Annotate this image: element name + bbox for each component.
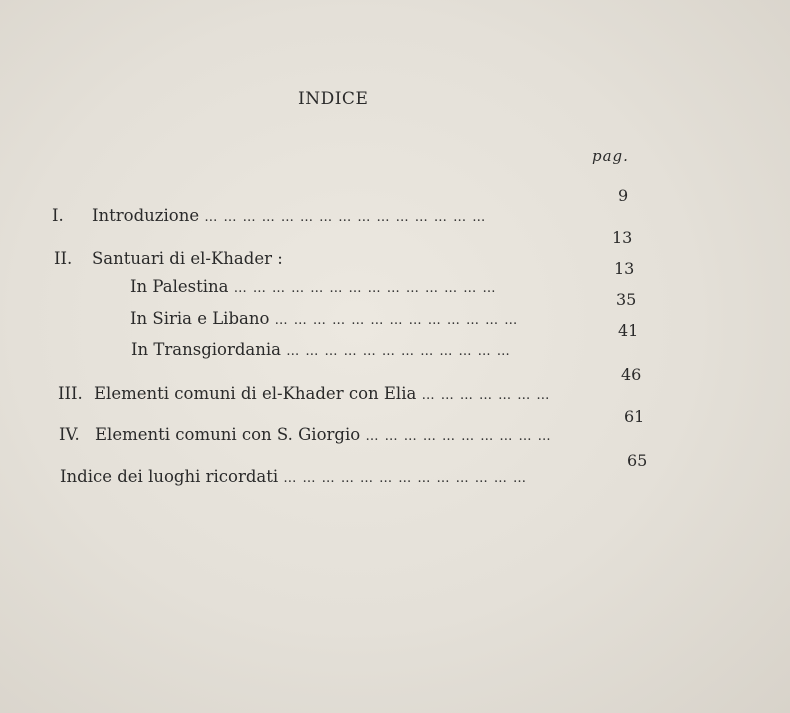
page-title: INDICE <box>298 89 369 109</box>
leader-dots: … … … … … … … … … … <box>365 429 552 444</box>
page-number: 61 <box>624 407 645 426</box>
leader-dots: … … … … … … … … … … … … … … <box>233 281 497 296</box>
entry-text: Indice dei luoghi ricordati <box>60 467 279 486</box>
leader-dots: … … … … … … … … … … … … … <box>274 313 519 328</box>
entry-text: Elementi comuni con S. Giorgio <box>95 425 361 444</box>
page-number: 46 <box>621 365 642 384</box>
leader-dots: … … … … … … … … … … … … … … … <box>204 210 487 225</box>
leader-dots: … … … … … … … <box>421 388 551 403</box>
toc-entry-indice-luoghi <box>60 467 527 489</box>
page-number: 9 <box>618 186 629 205</box>
toc-entry-santuari <box>54 249 283 269</box>
leader-dots: … … … … … … … … … … … … <box>286 344 511 359</box>
toc-entry-elia <box>58 384 550 406</box>
toc-subentry-siria-libano <box>130 309 518 331</box>
page-number: 41 <box>618 321 639 340</box>
toc-entry-giorgio <box>59 425 552 447</box>
page-number: 13 <box>614 259 635 278</box>
page-column-label: pag. <box>592 147 629 165</box>
entry-text: Elementi comuni di el-Khader con Elia <box>94 384 417 403</box>
toc-subentry-transgiordania <box>131 340 511 362</box>
page-number: 65 <box>627 451 648 470</box>
entry-number: II. <box>54 249 73 268</box>
page-number: 13 <box>612 228 633 247</box>
toc-subentry-palestina <box>130 277 496 299</box>
entry-number: III. <box>58 384 83 403</box>
entry-text: In Palestina <box>130 277 229 296</box>
leader-dots: … … … … … … … … … … … … … <box>283 471 528 486</box>
page-number: 35 <box>616 290 637 309</box>
entry-text: In Transgiordania <box>131 340 282 359</box>
toc-entry-introduzione <box>52 206 486 228</box>
entry-text: Santuari di el-Khader : <box>92 249 283 268</box>
entry-number: IV. <box>59 425 80 444</box>
entry-text: Introduzione <box>92 206 200 225</box>
entry-number: I. <box>52 206 64 225</box>
entry-text: In Siria e Libano <box>130 309 270 328</box>
